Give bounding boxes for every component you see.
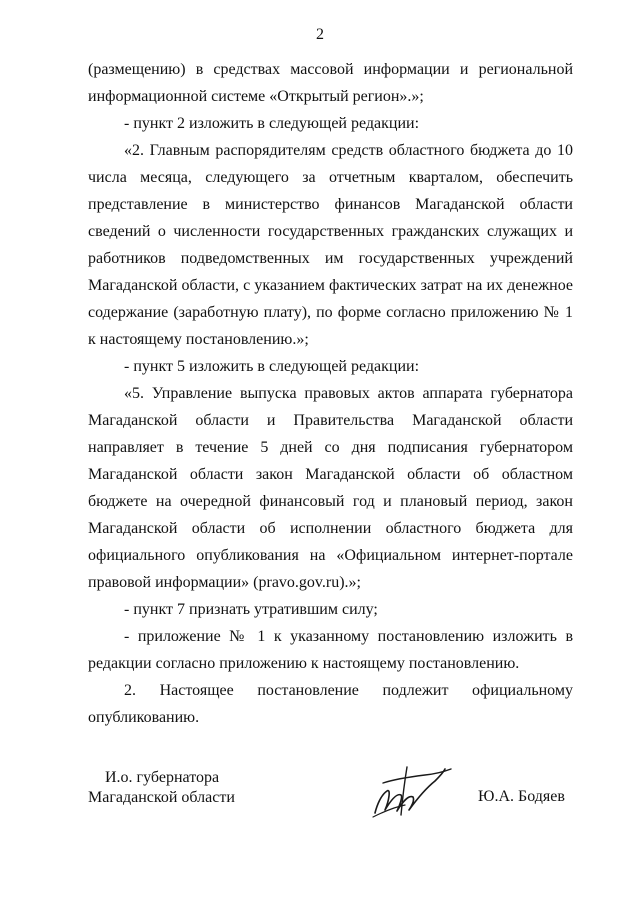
paragraph-publication: 2. Настоящее постановление подлежит официальному опубликованию.	[88, 682, 573, 726]
document-body	[88, 56, 573, 731]
paragraph-appendix: - приложение № 1 к указанному постановлению изложить в редакции согласно приложению к настоящему постановлению.	[88, 628, 573, 672]
signatory-position-line-2: Магаданской области	[88, 789, 235, 806]
handwritten-signature	[365, 755, 465, 825]
signatory-position-line-1: И.о. губернатора	[105, 769, 220, 786]
paragraph-item-5-intro: - пункт 5 изложить в следующей редакции:	[124, 358, 420, 375]
paragraph-continuation: (размещению) в средствах массовой информации и региональной информационной системе «Открытый регион».»;	[88, 61, 573, 105]
paragraph-item-2-intro: - пункт 2 изложить в следующей редакции:	[124, 115, 420, 132]
page-number: 2	[316, 26, 324, 43]
signatory-position	[88, 768, 235, 808]
paragraph-item-2-text: «2. Главным распорядителям средств областного бюджета до 10 числа месяца, следующего за отчетным кварталом, обеспечить представление в министерство финансов Магаданской области сведений о численности государственных гражданских служащих и работников подведомственных им государственных учреждений Магаданской области, с указанием фактических затрат на их денежное содержание (заработную плату), по форме согласно приложению № 1 к настоящему постановлению.»;	[88, 142, 573, 348]
paragraph-item-7: - пункт 7 признать утратившим силу;	[124, 601, 378, 618]
paragraph-item-5-text: «5. Управление выпуска правовых актов аппарата губернатора Магаданской области и Правительства Магаданской области направляет в течение 5 дней со дня подписания губернатором Магаданской области закон Магаданской области об областном бюджете на очередной финансовый год и плановый период, закон Магаданской области об исполнении областного бюджета для официального опубликования на «Официальном интернет-портале правовой информации» (pravo.gov.ru).»;	[88, 385, 573, 591]
signatory-name: Ю.А. Бодяев	[478, 788, 565, 805]
